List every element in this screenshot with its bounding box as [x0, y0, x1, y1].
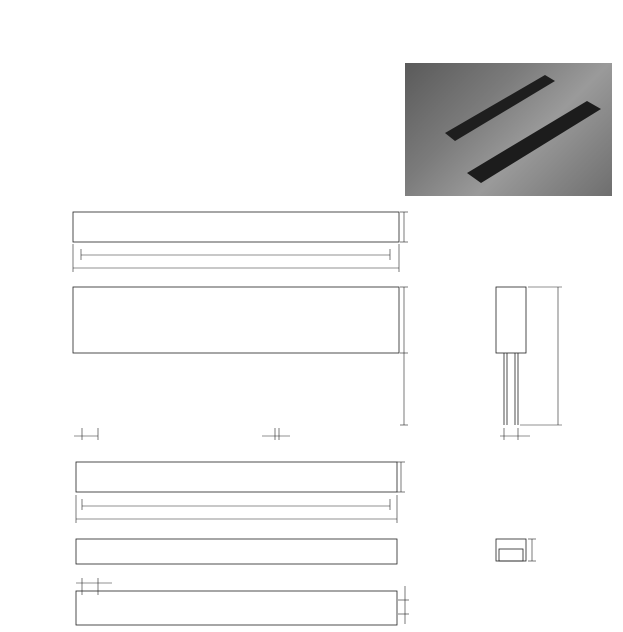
end-side-body: [496, 539, 526, 561]
end-view-body: [76, 539, 397, 564]
front-view-body: [73, 287, 399, 353]
footprint-body: [76, 591, 397, 625]
side-view-body: [496, 287, 526, 353]
top-view-body: [73, 212, 399, 242]
bottom-view-body: [76, 462, 397, 492]
